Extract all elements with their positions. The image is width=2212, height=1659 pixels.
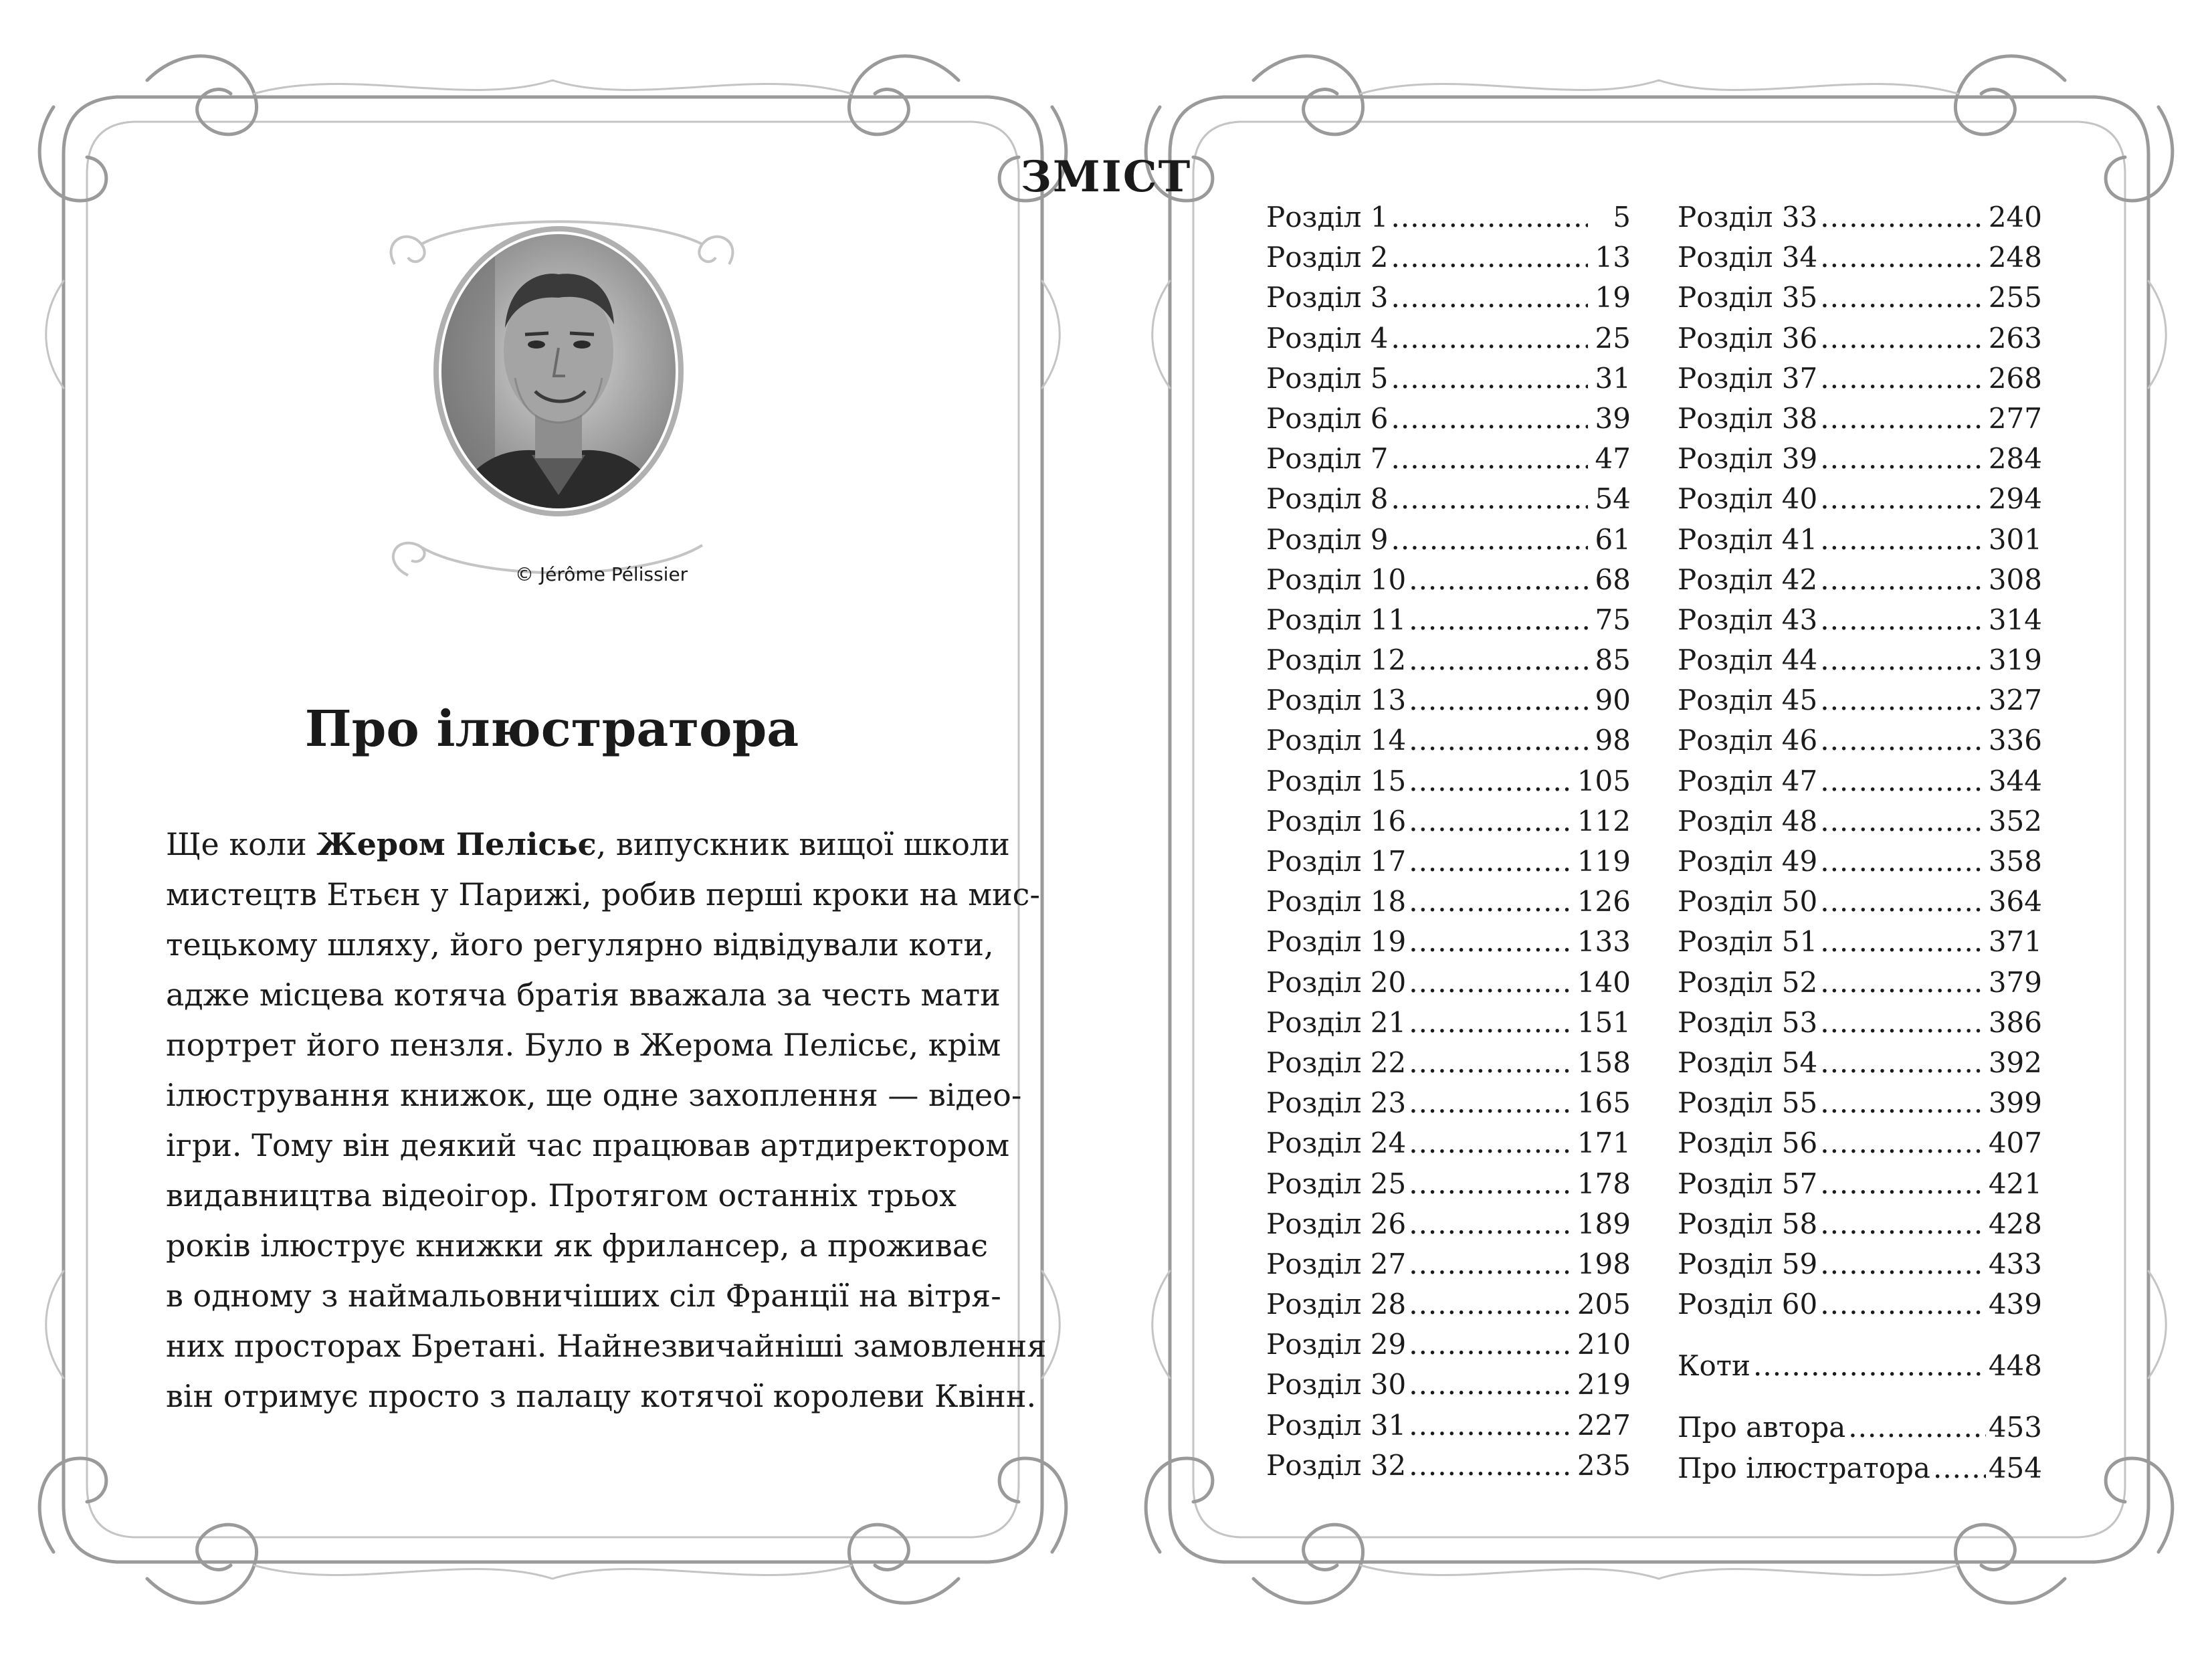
toc-entry-page: 19 bbox=[1595, 281, 1631, 314]
toc-entry-page: 54 bbox=[1595, 482, 1631, 516]
toc-entry[interactable] bbox=[1678, 237, 2042, 278]
toc-entry[interactable] bbox=[1266, 1365, 1631, 1405]
toc-entry-page: 219 bbox=[1577, 1368, 1631, 1401]
toc-entry[interactable] bbox=[1266, 439, 1631, 479]
toc-entry-page: 399 bbox=[1988, 1086, 2042, 1120]
toc-leader-dots bbox=[1820, 680, 1986, 720]
bio-line bbox=[166, 1171, 955, 1221]
toc-entry-label: Розділ 21 bbox=[1266, 1005, 1407, 1039]
toc-spacer bbox=[1678, 1325, 2042, 1346]
bio-text: ілюстрування книжок, ще одне захоплення — відео- bbox=[166, 1077, 1022, 1113]
toc-entry[interactable] bbox=[1266, 963, 1631, 1003]
toc-entry[interactable] bbox=[1678, 882, 2042, 922]
toc-entry-page: 314 bbox=[1988, 603, 2042, 636]
toc-entry[interactable] bbox=[1266, 399, 1631, 439]
toc-leader-dots bbox=[1409, 1284, 1575, 1325]
illustrator-name: Жером Пелісьє bbox=[316, 826, 597, 862]
toc-entry-label: Розділ 8 bbox=[1266, 482, 1389, 516]
toc-entry[interactable] bbox=[1266, 520, 1631, 560]
toc-leader-dots bbox=[1409, 1043, 1575, 1083]
toc-entry-label: Розділ 46 bbox=[1678, 724, 1818, 757]
bio-line bbox=[166, 1371, 1037, 1422]
toc-entry-label: Коти bbox=[1678, 1349, 1751, 1383]
toc-entry-page: 277 bbox=[1988, 401, 2042, 435]
toc-entry-label: Розділ 31 bbox=[1266, 1408, 1407, 1442]
toc-entry[interactable] bbox=[1678, 1407, 2042, 1448]
toc-entry[interactable] bbox=[1266, 1123, 1631, 1163]
toc-leader-dots bbox=[1409, 963, 1575, 1003]
toc-entry[interactable] bbox=[1678, 640, 2042, 680]
toc-leader-dots bbox=[1409, 1003, 1575, 1043]
toc-leader-dots bbox=[1409, 600, 1588, 640]
toc-entry-label: Розділ 3 bbox=[1266, 281, 1389, 314]
bio-line bbox=[166, 1070, 1022, 1120]
bio-text: видавництва відеоігор. Протягом останніх трьох bbox=[166, 1177, 957, 1213]
toc-entry-page: 119 bbox=[1577, 845, 1631, 878]
table-of-contents-title: ЗМІСТ bbox=[1020, 151, 1192, 202]
toc-spacer bbox=[1678, 1386, 2042, 1407]
toc-leader-dots bbox=[1409, 1405, 1575, 1446]
toc-leader-dots bbox=[1409, 1123, 1575, 1163]
bio-text: тецькому шляху, його регулярно відвідували коти, bbox=[166, 926, 994, 963]
toc-leader-dots bbox=[1820, 1164, 1986, 1204]
toc-entry-page: 171 bbox=[1577, 1127, 1631, 1160]
toc-entry[interactable] bbox=[1678, 1003, 2042, 1043]
toc-entry-label: Розділ 54 bbox=[1678, 1046, 1818, 1079]
toc-entry[interactable] bbox=[1266, 237, 1631, 278]
toc-entry[interactable] bbox=[1266, 560, 1631, 600]
toc-entry[interactable] bbox=[1678, 720, 2042, 761]
toc-entry-label: Розділ 52 bbox=[1678, 965, 1818, 999]
toc-entry-page: 386 bbox=[1988, 1005, 2042, 1039]
portrait-image bbox=[355, 201, 769, 602]
toc-entry-page: 308 bbox=[1988, 563, 2042, 596]
toc-leader-dots bbox=[1820, 560, 1986, 600]
toc-leader-dots bbox=[1820, 318, 1986, 359]
toc-entry-label: Розділ 13 bbox=[1266, 684, 1407, 717]
toc-entry-label: Розділ 40 bbox=[1678, 482, 1818, 516]
toc-entry-label: Розділ 60 bbox=[1678, 1288, 1818, 1321]
toc-leader-dots bbox=[1409, 761, 1575, 801]
toc-entry-page: 198 bbox=[1577, 1247, 1631, 1280]
toc-entry-page: 61 bbox=[1595, 522, 1631, 556]
toc-entry-label: Розділ 19 bbox=[1266, 925, 1407, 959]
toc-entry-page: 13 bbox=[1595, 241, 1631, 274]
bio-text: Ще коли bbox=[166, 826, 317, 862]
bio-text: , випускник вищої школи bbox=[596, 826, 1010, 862]
toc-leader-dots bbox=[1820, 600, 1986, 640]
toc-leader-dots bbox=[1409, 1365, 1575, 1405]
toc-entry-page: 301 bbox=[1988, 522, 2042, 556]
toc-leader-dots bbox=[1409, 842, 1575, 882]
toc-entry[interactable] bbox=[1678, 1284, 2042, 1325]
toc-leader-dots bbox=[1848, 1407, 1986, 1448]
toc-leader-dots bbox=[1820, 882, 1986, 922]
toc-entry-page: 407 bbox=[1988, 1127, 2042, 1160]
toc-leader-dots bbox=[1409, 680, 1588, 720]
toc-entry-label: Розділ 6 bbox=[1266, 401, 1389, 435]
toc-entry-label: Розділ 45 bbox=[1678, 684, 1818, 717]
toc-leader-dots bbox=[1820, 359, 1986, 399]
toc-entry-page: 210 bbox=[1577, 1328, 1631, 1361]
toc-entry-label: Розділ 57 bbox=[1678, 1167, 1818, 1200]
toc-leader-dots bbox=[1820, 1043, 1986, 1083]
toc-entry-page: 98 bbox=[1595, 724, 1631, 757]
toc-leader-dots bbox=[1820, 720, 1986, 761]
toc-entry[interactable] bbox=[1266, 640, 1631, 680]
toc-entry[interactable] bbox=[1266, 1164, 1631, 1204]
toc-entry-page: 178 bbox=[1577, 1167, 1631, 1200]
toc-leader-dots bbox=[1409, 720, 1588, 761]
toc-leader-dots bbox=[1820, 640, 1986, 680]
toc-entry-page: 344 bbox=[1988, 764, 2042, 797]
toc-leader-dots bbox=[1409, 560, 1588, 600]
toc-entry-label: Розділ 23 bbox=[1266, 1086, 1407, 1120]
toc-entry-label: Розділ 50 bbox=[1678, 885, 1818, 918]
toc-entry-page: 151 bbox=[1577, 1005, 1631, 1039]
toc-entry-label: Розділ 49 bbox=[1678, 845, 1818, 878]
toc-entry-page: 126 bbox=[1577, 885, 1631, 918]
bio-line bbox=[166, 1120, 1010, 1171]
toc-entry[interactable] bbox=[1266, 720, 1631, 761]
toc-entry-label: Розділ 42 bbox=[1678, 563, 1818, 596]
toc-entry[interactable] bbox=[1678, 963, 2042, 1003]
toc-leader-dots bbox=[1820, 237, 1986, 278]
toc-leader-dots bbox=[1391, 439, 1589, 479]
toc-entry[interactable] bbox=[1266, 882, 1631, 922]
toc-column-1 bbox=[1266, 197, 1631, 1486]
toc-entry-page: 327 bbox=[1988, 684, 2042, 717]
toc-leader-dots bbox=[1820, 1123, 1986, 1163]
toc-leader-dots bbox=[1820, 278, 1986, 318]
toc-entry-page: 140 bbox=[1577, 965, 1631, 999]
toc-entry[interactable] bbox=[1266, 1204, 1631, 1244]
toc-entry-label: Розділ 56 bbox=[1678, 1127, 1818, 1160]
toc-leader-dots bbox=[1820, 399, 1986, 439]
toc-entry-label: Розділ 33 bbox=[1678, 201, 1818, 233]
toc-entry-page: 371 bbox=[1988, 925, 2042, 959]
toc-entry[interactable] bbox=[1678, 479, 2042, 519]
toc-entry-label: Розділ 11 bbox=[1266, 603, 1407, 636]
bio-line bbox=[166, 920, 994, 970]
toc-leader-dots bbox=[1933, 1448, 1986, 1488]
toc-entry-label: Розділ 5 bbox=[1266, 361, 1389, 395]
toc-entry[interactable] bbox=[1678, 278, 2042, 318]
toc-entry-label: Розділ 36 bbox=[1678, 321, 1818, 355]
toc-entry-page: 90 bbox=[1595, 684, 1631, 717]
toc-entry-label: Про автора bbox=[1678, 1411, 1846, 1444]
toc-entry[interactable] bbox=[1678, 359, 2042, 399]
toc-entry[interactable] bbox=[1678, 1204, 2042, 1244]
toc-entry-label: Розділ 4 bbox=[1266, 321, 1389, 355]
toc-entry-label: Розділ 27 bbox=[1266, 1247, 1407, 1280]
toc-entry-label: Розділ 38 bbox=[1678, 401, 1818, 435]
toc-entry[interactable] bbox=[1678, 1164, 2042, 1204]
toc-entry[interactable] bbox=[1266, 1083, 1631, 1123]
toc-entry-label: Розділ 37 bbox=[1678, 361, 1818, 395]
toc-leader-dots bbox=[1409, 1164, 1575, 1204]
toc-entry-page: 364 bbox=[1988, 885, 2042, 918]
toc-entry-page: 112 bbox=[1577, 804, 1631, 838]
toc-entry-page: 205 bbox=[1577, 1288, 1631, 1321]
toc-entry-page: 421 bbox=[1988, 1167, 2042, 1200]
toc-leader-dots bbox=[1391, 237, 1589, 278]
toc-entry-page: 235 bbox=[1577, 1448, 1631, 1482]
toc-entry-page: 268 bbox=[1988, 361, 2042, 395]
toc-entry[interactable] bbox=[1266, 680, 1631, 720]
toc-leader-dots bbox=[1820, 1083, 1986, 1123]
toc-entry-page: 448 bbox=[1988, 1349, 2042, 1383]
toc-entry-label: Розділ 20 bbox=[1266, 965, 1407, 999]
toc-leader-dots bbox=[1820, 801, 1986, 842]
toc-entry[interactable] bbox=[1678, 399, 2042, 439]
toc-entry-label: Розділ 55 bbox=[1678, 1086, 1818, 1120]
toc-entry[interactable] bbox=[1266, 1003, 1631, 1043]
toc-entry[interactable] bbox=[1678, 1448, 2042, 1488]
toc-leader-dots bbox=[1753, 1346, 1986, 1386]
toc-entry-page: 31 bbox=[1595, 361, 1631, 395]
toc-leader-dots bbox=[1391, 479, 1589, 519]
toc-leader-dots bbox=[1391, 318, 1589, 359]
toc-entry-page: 336 bbox=[1988, 724, 2042, 757]
toc-entry[interactable] bbox=[1678, 197, 2042, 237]
toc-leader-dots bbox=[1409, 1204, 1575, 1244]
toc-entry-page: 25 bbox=[1595, 321, 1631, 355]
toc-entry-label: Розділ 35 bbox=[1678, 281, 1818, 314]
toc-leader-dots bbox=[1391, 197, 1589, 237]
toc-entry-label: Розділ 32 bbox=[1266, 1448, 1407, 1482]
toc-entry[interactable] bbox=[1678, 560, 2042, 600]
toc-entry[interactable] bbox=[1678, 1244, 2042, 1284]
toc-entry-page: 379 bbox=[1988, 965, 2042, 999]
toc-entry-label: Розділ 43 bbox=[1678, 603, 1818, 636]
toc-entry[interactable] bbox=[1266, 278, 1631, 318]
bio-line bbox=[166, 870, 1040, 920]
toc-entry-page: 352 bbox=[1988, 804, 2042, 838]
bio-text: років ілюструє книжки як фрилансер, а проживає bbox=[166, 1228, 989, 1264]
toc-entry-page: 453 bbox=[1988, 1411, 2042, 1444]
toc-entry-page: 227 bbox=[1577, 1408, 1631, 1442]
toc-entry-page: 428 bbox=[1988, 1207, 2042, 1240]
toc-entry[interactable] bbox=[1266, 1446, 1631, 1486]
toc-leader-dots bbox=[1820, 922, 1986, 962]
toc-entry[interactable] bbox=[1266, 359, 1631, 399]
toc-entry-page: 165 bbox=[1577, 1086, 1631, 1120]
bio-text: адже місцева котяча братія вважала за честь мати bbox=[166, 977, 1001, 1013]
toc-entry-page: 105 bbox=[1577, 764, 1631, 797]
toc-leader-dots bbox=[1409, 801, 1575, 842]
toc-entry-label: Розділ 39 bbox=[1678, 442, 1818, 476]
toc-entry-label: Розділ 51 bbox=[1678, 925, 1818, 959]
toc-entry-page: 5 bbox=[1613, 201, 1631, 233]
toc-entry-page: 319 bbox=[1988, 644, 2042, 677]
toc-leader-dots bbox=[1409, 1446, 1575, 1486]
toc-leader-dots bbox=[1409, 882, 1575, 922]
toc-entry-label: Розділ 9 bbox=[1266, 522, 1389, 556]
bio-line bbox=[166, 1221, 989, 1271]
toc-leader-dots bbox=[1820, 197, 1986, 237]
toc-entry[interactable] bbox=[1678, 600, 2042, 640]
toc-entry-label: Розділ 22 bbox=[1266, 1046, 1407, 1079]
toc-leader-dots bbox=[1820, 1003, 1986, 1043]
toc-leader-dots bbox=[1820, 1204, 1986, 1244]
toc-leader-dots bbox=[1820, 439, 1986, 479]
toc-entry[interactable] bbox=[1678, 1083, 2042, 1123]
toc-entry-label: Розділ 30 bbox=[1266, 1368, 1407, 1401]
toc-entry-label: Розділ 25 bbox=[1266, 1167, 1407, 1200]
toc-leader-dots bbox=[1391, 278, 1589, 318]
toc-entry-label: Розділ 53 bbox=[1678, 1005, 1818, 1039]
toc-entry[interactable] bbox=[1266, 1043, 1631, 1083]
toc-entry-label: Розділ 10 bbox=[1266, 563, 1407, 596]
toc-leader-dots bbox=[1820, 520, 1986, 560]
bio-line bbox=[166, 1321, 1047, 1371]
toc-entry-page: 392 bbox=[1988, 1046, 2042, 1079]
toc-leader-dots bbox=[1409, 640, 1588, 680]
toc-entry-label: Розділ 14 bbox=[1266, 724, 1407, 757]
toc-entry-page: 358 bbox=[1988, 845, 2042, 878]
toc-entry-label: Розділ 12 bbox=[1266, 644, 1407, 677]
toc-entry-label: Розділ 24 bbox=[1266, 1127, 1407, 1160]
toc-leader-dots bbox=[1820, 479, 1986, 519]
toc-entry[interactable] bbox=[1678, 318, 2042, 359]
toc-entry-label: Розділ 7 bbox=[1266, 442, 1389, 476]
illustrator-bio bbox=[166, 819, 1047, 1422]
toc-entry-page: 240 bbox=[1988, 201, 2042, 233]
toc-leader-dots bbox=[1391, 399, 1589, 439]
toc-entry-label: Розділ 47 bbox=[1678, 764, 1818, 797]
toc-column-2 bbox=[1678, 197, 2042, 1488]
toc-entry-label: Розділ 18 bbox=[1266, 885, 1407, 918]
toc-entry[interactable] bbox=[1266, 318, 1631, 359]
toc-entry[interactable] bbox=[1266, 842, 1631, 882]
toc-entry-label: Розділ 1 bbox=[1266, 201, 1389, 233]
toc-entry[interactable] bbox=[1266, 761, 1631, 801]
toc-entry[interactable] bbox=[1678, 520, 2042, 560]
toc-entry-label: Розділ 16 bbox=[1266, 804, 1407, 838]
toc-entry[interactable] bbox=[1266, 600, 1631, 640]
toc-entry-label: Розділ 58 bbox=[1678, 1207, 1818, 1240]
toc-leader-dots bbox=[1391, 359, 1589, 399]
toc-leader-dots bbox=[1409, 1083, 1575, 1123]
toc-entry-page: 158 bbox=[1577, 1046, 1631, 1079]
toc-leader-dots bbox=[1820, 1244, 1986, 1284]
toc-entry-label: Розділ 28 bbox=[1266, 1288, 1407, 1321]
toc-entry[interactable] bbox=[1266, 1405, 1631, 1446]
bio-text: них просторах Бретані. Найнезвичайніші замовлення bbox=[166, 1328, 1047, 1364]
toc-entry-label: Розділ 26 bbox=[1266, 1207, 1407, 1240]
toc-entry-page: 39 bbox=[1595, 401, 1631, 435]
toc-entry[interactable] bbox=[1678, 1346, 2042, 1386]
toc-entry[interactable] bbox=[1266, 922, 1631, 962]
bio-text: мистецтв Етьєн у Парижі, робив перші кроки на мис- bbox=[166, 876, 1040, 912]
photo-credit: © Jérôme Pélissier bbox=[515, 563, 688, 585]
toc-entry[interactable] bbox=[1266, 197, 1631, 237]
toc-entry-label: Розділ 59 bbox=[1678, 1247, 1818, 1280]
toc-entry[interactable] bbox=[1678, 922, 2042, 962]
toc-entry-label: Про ілюстратора bbox=[1678, 1451, 1930, 1484]
bio-text: в одному з наймальовничіших сіл Франції на вітря- bbox=[166, 1278, 1001, 1314]
toc-leader-dots bbox=[1391, 520, 1589, 560]
toc-entry[interactable] bbox=[1266, 1325, 1631, 1365]
toc-entry-label: Розділ 29 bbox=[1266, 1328, 1407, 1361]
toc-entry[interactable] bbox=[1678, 439, 2042, 479]
toc-leader-dots bbox=[1820, 963, 1986, 1003]
toc-entry-page: 75 bbox=[1595, 603, 1631, 636]
toc-leader-dots bbox=[1820, 1284, 1986, 1325]
toc-entry-page: 248 bbox=[1988, 241, 2042, 274]
bio-line bbox=[166, 819, 1010, 870]
bio-line bbox=[166, 970, 1001, 1020]
bio-text: ігри. Тому він деякий час працював артдиректором bbox=[166, 1127, 1010, 1163]
toc-entry-page: 263 bbox=[1988, 321, 2042, 355]
bio-text: портрет його пензля. Було в Жерома Пелісьє, крім bbox=[166, 1027, 1001, 1063]
toc-entry-page: 133 bbox=[1577, 925, 1631, 959]
toc-entry[interactable] bbox=[1678, 801, 2042, 842]
toc-entry[interactable] bbox=[1266, 1284, 1631, 1325]
toc-entry-label: Розділ 2 bbox=[1266, 241, 1389, 274]
toc-entry[interactable] bbox=[1266, 801, 1631, 842]
toc-leader-dots bbox=[1409, 1244, 1575, 1284]
toc-entry-label: Розділ 17 bbox=[1266, 845, 1407, 878]
toc-entry-page: 454 bbox=[1988, 1451, 2042, 1484]
toc-entry-page: 284 bbox=[1988, 442, 2042, 476]
toc-entry[interactable] bbox=[1266, 1244, 1631, 1284]
toc-entry[interactable] bbox=[1678, 1043, 2042, 1083]
toc-entry-page: 189 bbox=[1577, 1207, 1631, 1240]
toc-entry-page: 294 bbox=[1988, 482, 2042, 516]
toc-entry[interactable] bbox=[1678, 842, 2042, 882]
toc-entry-page: 433 bbox=[1988, 1247, 2042, 1280]
toc-entry-label: Розділ 15 bbox=[1266, 764, 1407, 797]
bio-line bbox=[166, 1020, 1001, 1070]
toc-entry[interactable] bbox=[1678, 1123, 2042, 1163]
about-illustrator-title: Про ілюстратора bbox=[304, 700, 799, 758]
toc-entry-page: 47 bbox=[1595, 442, 1631, 476]
toc-entry[interactable] bbox=[1678, 761, 2042, 801]
bio-text: він отримує просто з палацу котячої королеви Квінн. bbox=[166, 1378, 1037, 1414]
toc-entry-page: 68 bbox=[1595, 563, 1631, 596]
toc-entry[interactable] bbox=[1678, 680, 2042, 720]
toc-entry-label: Розділ 41 bbox=[1678, 522, 1818, 556]
toc-leader-dots bbox=[1820, 761, 1986, 801]
toc-entry[interactable] bbox=[1266, 479, 1631, 519]
toc-leader-dots bbox=[1820, 842, 1986, 882]
toc-entry-page: 439 bbox=[1988, 1288, 2042, 1321]
toc-entry-page: 255 bbox=[1988, 281, 2042, 314]
toc-entry-label: Розділ 34 bbox=[1678, 241, 1818, 274]
toc-leader-dots bbox=[1409, 922, 1575, 962]
illustrator-portrait bbox=[355, 201, 769, 602]
toc-entry-label: Розділ 48 bbox=[1678, 804, 1818, 838]
toc-entry-label: Розділ 44 bbox=[1678, 644, 1818, 677]
bio-line bbox=[166, 1271, 1001, 1321]
toc-entry-page: 85 bbox=[1595, 644, 1631, 677]
toc-leader-dots bbox=[1409, 1325, 1575, 1365]
